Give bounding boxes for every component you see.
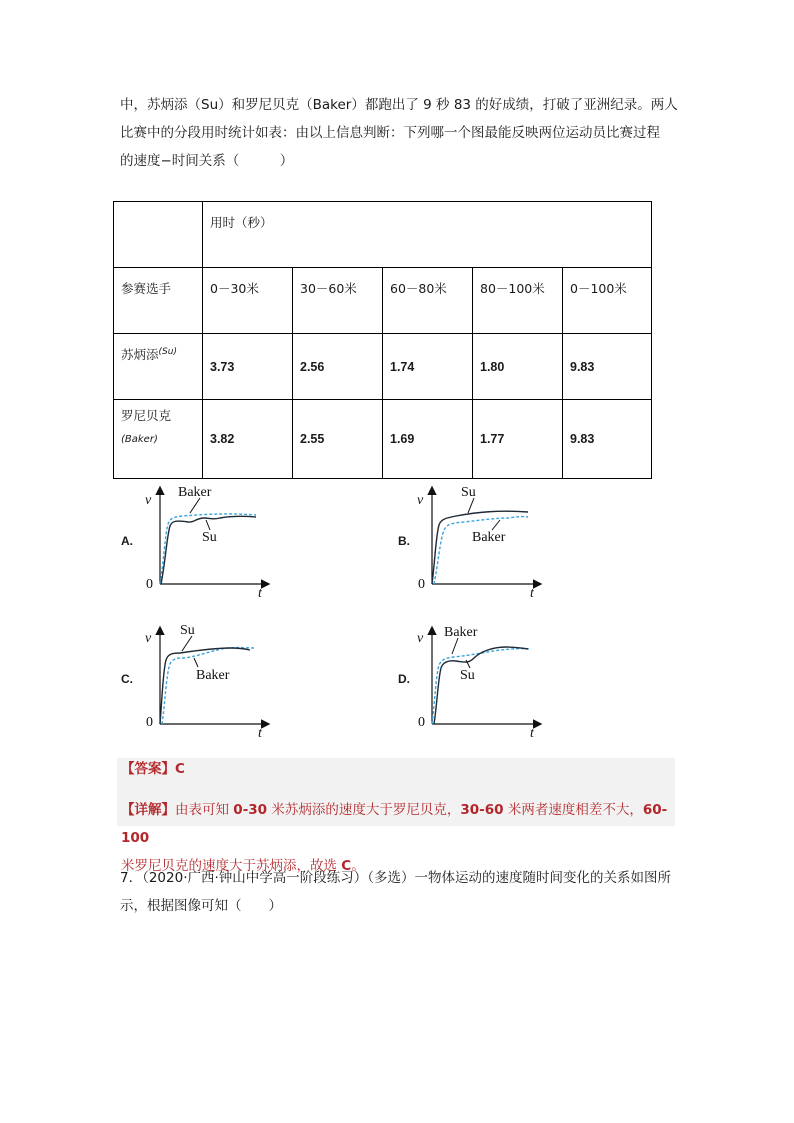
table-cell: 2.55 <box>293 400 383 479</box>
column-header: 0－100米 <box>563 268 652 334</box>
option-a-label: A. <box>121 534 133 548</box>
option-b-label: B. <box>398 534 410 548</box>
leader-line <box>190 498 200 513</box>
time-header: 用时（秒） <box>203 202 652 268</box>
next-question-line-2: 示，根据图像可知（ ） <box>120 898 282 914</box>
graph-b <box>412 480 547 600</box>
column-header: 60－80米 <box>383 268 473 334</box>
athlete-header: 参赛选手 <box>114 268 203 334</box>
table-corner-cell <box>114 202 203 268</box>
next-question <box>120 864 680 920</box>
t-axis-label: t <box>530 586 534 600</box>
curve-label-top: Baker <box>178 485 212 500</box>
leader-line <box>468 498 474 513</box>
table-cell: 1.69 <box>383 400 473 479</box>
curve-label-top: Baker <box>444 625 478 640</box>
leader-line <box>206 520 210 530</box>
answer-tag: 【答案】 <box>121 761 175 777</box>
curve-label-bottom: Baker <box>196 668 230 683</box>
question-line-2: 比赛中的分段用时统计如表：由以上信息判断：下列哪一个图最能反映两位运动员比赛过程 <box>120 125 660 141</box>
leader-line <box>194 658 198 667</box>
question-line-1: 中，苏炳添（Su）和罗尼贝克（Baker）都跑出了 9 秒 83 的好成绩，打破了亚洲纪录。两人 <box>120 97 678 113</box>
table-cell: 2.56 <box>293 334 383 400</box>
table-cell: 9.83 <box>563 400 652 479</box>
column-header: 30－60米 <box>293 268 383 334</box>
v-axis-label: v <box>145 493 152 508</box>
table-row <box>114 334 652 400</box>
leader-line <box>492 520 500 530</box>
t-axis-label: t <box>530 726 534 740</box>
explanation: 【详解】由表可知 0-30 米苏炳添的速度大于罗尼贝克，30-60 米两者速度相差不大，60-100 米罗尼贝克的速度大于苏炳添，故选 C。 <box>121 802 668 874</box>
option-d-label: D. <box>398 672 410 686</box>
curve-label-bottom: Baker <box>472 530 506 545</box>
question-line-3: 的速度−时间关系（ ） <box>120 153 294 169</box>
origin-label: 0 <box>146 715 153 730</box>
table-cell: 1.77 <box>473 400 563 479</box>
origin-label: 0 <box>418 715 425 730</box>
split-time-table <box>113 201 652 479</box>
question-text <box>120 91 680 175</box>
leader-line <box>452 638 458 654</box>
graph-a <box>140 480 275 600</box>
explanation-tag: 【详解】 <box>121 802 175 818</box>
curve-label-top: Su <box>461 485 476 500</box>
curve-label-bottom: Su <box>202 530 217 545</box>
table-cell: 1.80 <box>473 334 563 400</box>
v-axis-label: v <box>417 493 424 508</box>
su-curve <box>432 511 528 584</box>
origin-label: 0 <box>146 577 153 592</box>
table-row <box>114 400 652 479</box>
baker-curve <box>434 517 528 584</box>
baker-curve <box>162 648 254 724</box>
origin-label: 0 <box>418 577 425 592</box>
answer-line <box>121 755 185 783</box>
column-header: 80－100米 <box>473 268 563 334</box>
option-c-label: C. <box>121 672 133 686</box>
t-axis-label: t <box>258 726 262 740</box>
table-cell: 9.83 <box>563 334 652 400</box>
column-header: 0－30米 <box>203 268 293 334</box>
next-question-line-1: 7．（2020·广西·钟山中学高一阶段练习）（多选）一物体运动的速度随时间变化的关系如图所 <box>120 870 672 886</box>
athlete-name: 苏炳添$^{(Su)}$ <box>114 334 203 400</box>
table-cell: 3.82 <box>203 400 293 479</box>
table-cell: 1.74 <box>383 334 473 400</box>
v-axis-label: v <box>145 631 152 646</box>
athlete-name: 罗尼贝克 (Baker) <box>114 400 203 479</box>
answer-value: C <box>175 761 185 777</box>
table-cell: 3.73 <box>203 334 293 400</box>
graph-d <box>412 620 547 740</box>
t-axis-label: t <box>258 586 262 600</box>
curve-label-top: Su <box>180 623 195 638</box>
baker-curve <box>432 649 530 724</box>
v-axis-label: v <box>417 631 424 646</box>
graph-c <box>140 620 275 740</box>
curve-label-bottom: Su <box>460 668 475 683</box>
leader-line <box>182 636 192 651</box>
